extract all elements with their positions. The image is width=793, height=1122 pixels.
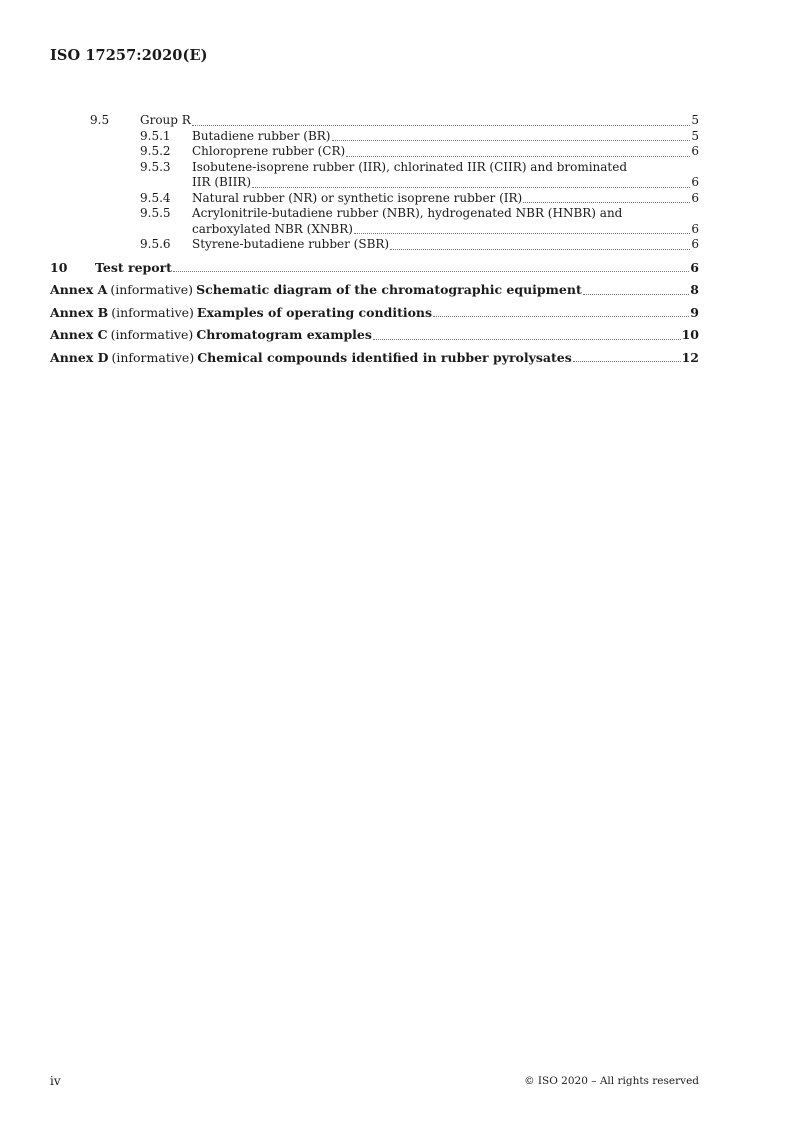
toc-page: 6 xyxy=(691,190,699,205)
leader-dots xyxy=(332,140,691,141)
annex-kind: (informative) xyxy=(111,349,195,365)
leader-dots xyxy=(523,202,690,203)
toc-entry-9-5-1[interactable] xyxy=(50,129,699,145)
annex-page: 10 xyxy=(681,327,699,342)
annex-page: 12 xyxy=(681,349,699,365)
toc-annex-c[interactable] xyxy=(50,327,699,343)
toc-entry-10[interactable] xyxy=(50,260,699,276)
toc-page: 5 xyxy=(691,128,699,143)
leader-dots xyxy=(433,316,689,317)
toc-title-line2: carboxylated NBR (XNBR) xyxy=(192,221,353,236)
toc-number: 9.5.3 xyxy=(140,159,171,174)
leader-dots xyxy=(573,361,681,362)
leader-dots xyxy=(346,156,690,157)
toc-title: Natural rubber (NR) or synthetic isoprene rubber (IR) xyxy=(192,190,523,205)
toc-entry-9-5-5[interactable] xyxy=(50,206,699,237)
toc-entry-9-5[interactable] xyxy=(50,113,699,129)
annex-label: Annex A xyxy=(50,282,108,297)
toc-entry-9-5-4[interactable] xyxy=(50,191,699,207)
annex-title: Chromatogram examples xyxy=(196,327,372,342)
toc-number: 9.5.4 xyxy=(140,190,171,205)
leader-dots xyxy=(192,125,690,126)
annex-label: Annex D xyxy=(50,349,109,365)
toc-number: 9.5 xyxy=(90,113,110,127)
copyright-notice: © ISO 2020 – All rights reserved xyxy=(524,1075,699,1087)
table-of-contents xyxy=(50,113,699,365)
annex-title: Chemical compounds identified in rubber pyrolysates xyxy=(197,349,572,365)
toc-number: 9.5.6 xyxy=(140,237,171,251)
annex-kind: (informative) xyxy=(110,282,194,297)
toc-page: 6 xyxy=(691,221,699,236)
annex-label: Annex C xyxy=(50,327,108,342)
toc-annex-d[interactable] xyxy=(50,350,699,366)
annex-kind: (informative) xyxy=(111,304,194,320)
toc-page: 6 xyxy=(690,259,699,275)
leader-dots xyxy=(173,271,689,272)
annex-label: Annex B xyxy=(50,304,109,320)
toc-page: 6 xyxy=(691,237,699,251)
leader-dots xyxy=(354,233,690,234)
toc-number: 9.5.1 xyxy=(140,128,171,143)
toc-annex-a[interactable] xyxy=(50,282,699,298)
annex-kind: (informative) xyxy=(110,327,194,342)
toc-page: 5 xyxy=(691,113,699,127)
toc-entry-9-5-2[interactable] xyxy=(50,144,699,160)
toc-entry-9-5-6[interactable] xyxy=(50,237,699,253)
leader-dots xyxy=(390,249,690,250)
toc-title: Test report xyxy=(95,259,172,275)
toc-page: 6 xyxy=(691,175,699,189)
annex-page: 8 xyxy=(690,282,699,297)
toc-title: Group R xyxy=(140,113,191,127)
toc-number: 9.5.5 xyxy=(140,206,171,220)
page-number: iv xyxy=(50,1074,61,1088)
leader-dots xyxy=(252,187,690,188)
annex-title: Schematic diagram of the chromatographic equipment xyxy=(196,282,582,297)
leader-dots xyxy=(373,339,681,340)
annex-title: Examples of operating conditions xyxy=(196,304,433,320)
annex-page: 9 xyxy=(690,304,699,320)
toc-annex-b[interactable] xyxy=(50,305,699,321)
toc-title: Styrene-butadiene rubber (SBR) xyxy=(192,237,390,251)
toc-title: Butadiene rubber (BR) xyxy=(192,128,331,143)
toc-title-line2: IIR (BIIR) xyxy=(192,175,252,189)
toc-page: 6 xyxy=(691,144,699,158)
leader-dots xyxy=(583,294,690,295)
document-id: ISO 17257:2020(E) xyxy=(50,47,208,64)
toc-number: 9.5.2 xyxy=(140,144,171,158)
toc-title: Chloroprene rubber (CR) xyxy=(192,144,346,158)
toc-entry-9-5-3[interactable] xyxy=(50,160,699,191)
toc-title-line1: Acrylonitrile-butadiene rubber (NBR), hydrogenated NBR (HNBR) and xyxy=(192,206,623,220)
toc-title-line1: Isobutene-isoprene rubber (IIR), chlorinated IIR (CIIR) and brominated xyxy=(192,159,628,174)
toc-number: 10 xyxy=(50,259,68,275)
